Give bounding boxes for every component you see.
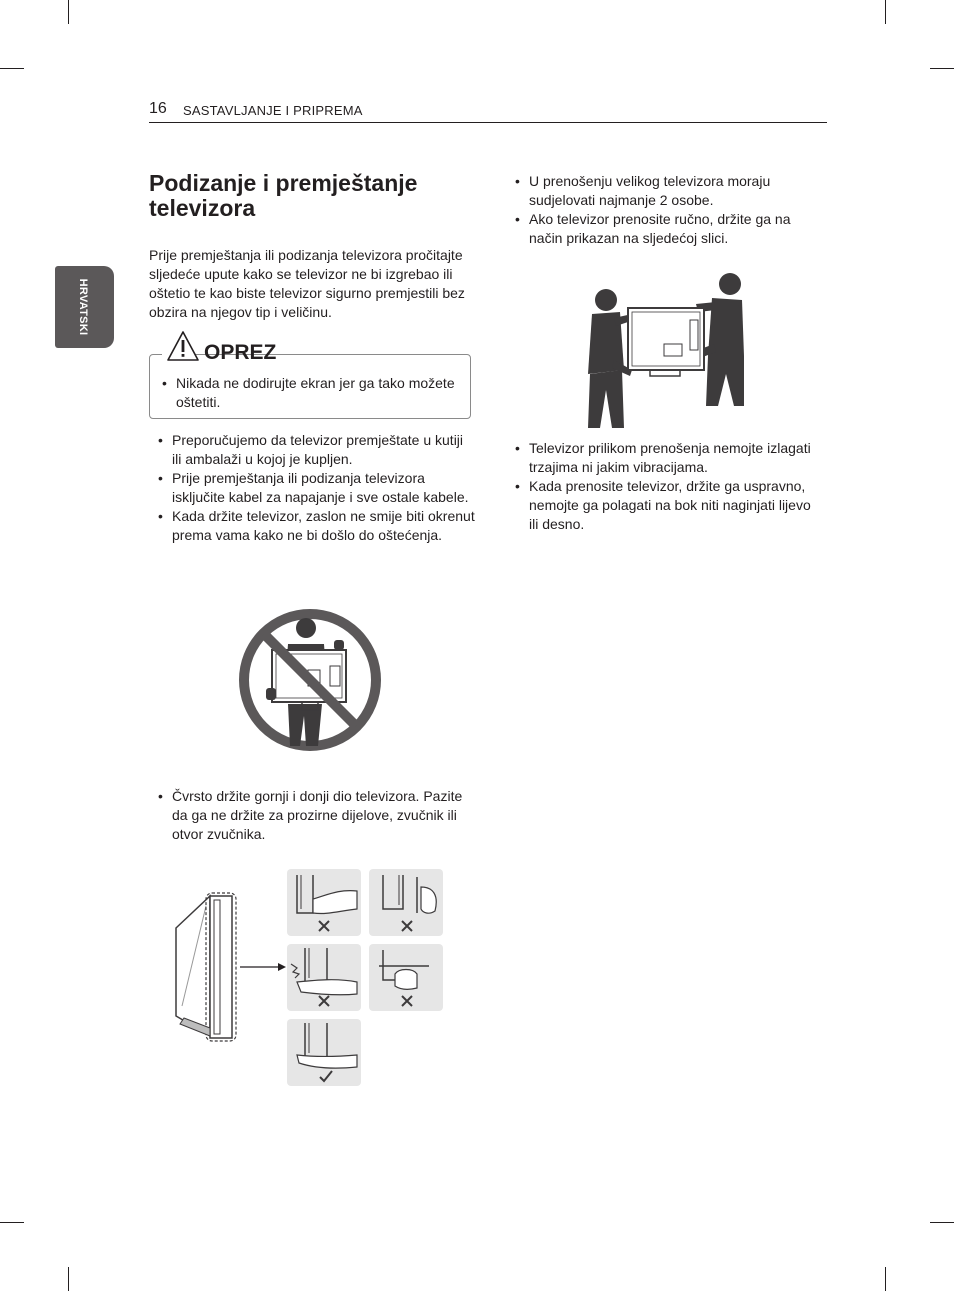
language-tab <box>55 266 114 348</box>
list-item: • Prije premještanja ili podizanja televizora isključite kabel za napajanje i sve ostale kabele. <box>158 469 476 507</box>
crop-mark <box>930 68 954 69</box>
crop-mark <box>0 68 24 69</box>
article-title: Podizanje i premještanje televizora <box>149 170 418 221</box>
crop-mark <box>885 1267 886 1291</box>
tv-grip-positions-illustration <box>170 866 450 1092</box>
crop-mark <box>930 1222 954 1223</box>
transport-instructions-list <box>515 439 820 534</box>
list-item: • Ako televizor prenosite ručno, držite ga na način prikazan na sljedećoj slici. <box>515 210 820 248</box>
language-label: HRVATSKI <box>77 278 89 336</box>
page-header <box>149 100 827 123</box>
caution-list <box>162 374 462 412</box>
section-title: SASTAVLJANJE I PRIPREMA <box>183 103 363 118</box>
list-item: • Nikada ne dodirujte ekran jer ga tako možete oštetiti. <box>162 374 462 412</box>
moving-instructions-list <box>158 431 476 545</box>
caution-title: OPREZ <box>204 341 277 364</box>
prohibited-carry-illustration <box>236 606 384 754</box>
crop-mark <box>68 0 69 24</box>
warning-triangle-icon <box>166 330 200 362</box>
intro-paragraph: Prije premještanja ili podizanja televizora pročitajte sljedeće upute kako se televizor ne bi izgrebao ili oštetio te kao biste televizor sigurno premjestili bez obzira na njegov tip i veličinu. <box>149 247 465 320</box>
caution-header <box>162 330 277 366</box>
crop-mark <box>0 1222 24 1223</box>
crop-mark <box>885 0 886 24</box>
page-number: 16 <box>149 100 167 117</box>
list-item: • Kada prenosite televizor, držite ga uspravno, nemojte ga polagati na bok niti naginjati lijevo ili desno. <box>515 477 820 534</box>
list-item: • Čvrsto držite gornji i donji dio televizora. Pazite da ga ne držite za prozirne dijelove, zvučnik ili otvor zvučnika. <box>158 787 476 844</box>
list-item: • Preporučujemo da televizor premještate u kutiji ili ambalaži u kojoj je kupljen. <box>158 431 476 469</box>
list-item: • U prenošenju velikog televizora moraju sudjelovati najmanje 2 osobe. <box>515 172 820 210</box>
list-item: • Kada držite televizor, zaslon ne smije biti okrenut prema vama kako ne bi došlo do oštećenja. <box>158 507 476 545</box>
grip-instructions-list <box>158 787 476 844</box>
list-item: • Televizor prilikom prenošenja nemojte izlagati trzajima ni jakim vibracijama. <box>515 439 820 477</box>
two-person-carry-illustration <box>584 270 748 428</box>
two-person-instructions-list <box>515 172 820 248</box>
crop-mark <box>68 1267 69 1291</box>
